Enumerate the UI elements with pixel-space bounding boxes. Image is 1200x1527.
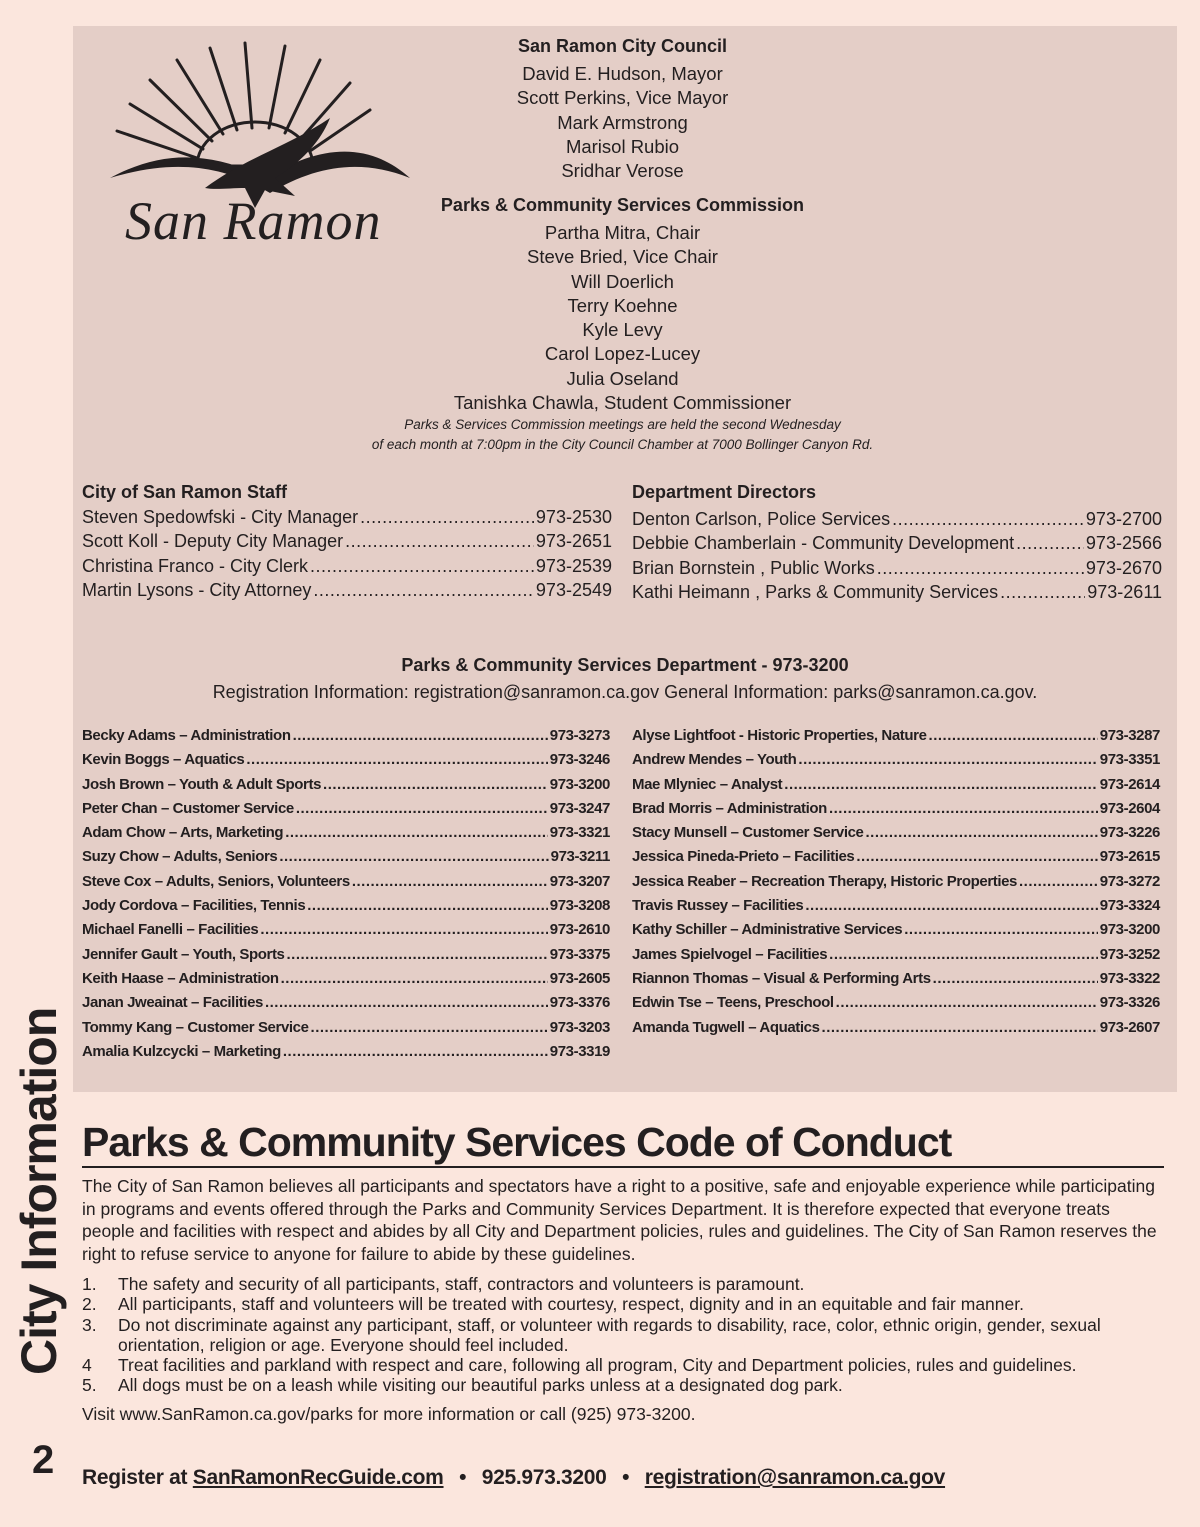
department-contact-info: Registration Information: registration@sanramon.ca.gov General Information: parks@sanramon.ca.gov.: [212, 682, 1038, 702]
code-of-conduct-intro: The City of San Ramon believes all participants and spectators have a right to a positive, safe and enjoyable experience while participating in programs and events offered through the Parks and Community Services Department. It is therefore expected that everyone treats people and facilities with respect and abides by all City and Department policies, rules and guidelines. The City of San Ramon reserves the right to refuse service to anyone for failure to abide by these guidelines.: [82, 1176, 1157, 1264]
list-item: 3. Do not discriminate against any participant, staff, or volunteer with regards to disability, race, color, ethnic origin, gender, sexual orientation, religion or age. Everyone should feel included.: [82, 1314, 1101, 1355]
roster-row: Stacy Munsell – Customer Service ..... 973-3226: [632, 821, 1160, 845]
commission-member: Terry Koehne: [567, 294, 678, 316]
roster-row: Michael Fanelli – Facilities ..... 973-2610: [82, 918, 610, 942]
director-row: Denton Carlson, Police Services ..... 973-2700: [632, 507, 1162, 531]
department-directors-list: [632, 481, 1162, 604]
city-council-block: [335, 34, 910, 183]
council-member: Marisol Rubio: [565, 135, 680, 157]
roster-row: Edwin Tse – Teens, Preschool ..... 973-3326: [632, 991, 1160, 1015]
roster-row: Kevin Boggs – Aquatics ..... 973-3246: [82, 748, 610, 772]
roster-row: Mae Mlyniec – Analyst ..... 973-2614: [632, 773, 1160, 797]
list-item: 2. All participants, staff and volunteers will be treated with courtesy, respect, dignity and in an equitable and fair manner.: [82, 1294, 1024, 1315]
commission-member: Partha Mitra, Chair: [544, 222, 701, 243]
list-item: 1. The safety and security of all participants, staff, contractors and volunteers is paramount.: [82, 1274, 805, 1294]
roster-row: Jennifer Gault – Youth, Sports ..... 973-3375: [82, 943, 610, 967]
city-staff-heading: City of San Ramon Staff: [82, 482, 288, 502]
roster-row: Alyse Lightfoot - Historic Properties, Nature ..... 973-3287: [632, 724, 1160, 748]
commission-member: Will Doerlich: [571, 270, 674, 292]
code-of-conduct-visit-line: Visit www.SanRamon.ca.gov/parks for more information or call (925) 973-3200.: [82, 1404, 696, 1424]
commission-member: Julia Oseland: [566, 367, 679, 389]
roster-row: Jessica Reaber – Recreation Therapy, Historic Properties ..... 973-3272: [632, 870, 1160, 894]
roster-row: Jody Cordova – Facilities, Tennis ..... 973-3208: [82, 894, 610, 918]
council-heading: San Ramon City Council: [517, 36, 728, 56]
staff-row: Christina Franco - City Clerk ..... 973-2539: [82, 554, 612, 578]
footer-register-line: [82, 1466, 945, 1490]
side-section-title: City Information: [11, 1007, 67, 1375]
council-member: Scott Perkins, Vice Mayor: [516, 87, 729, 109]
roster-row: Andrew Mendes – Youth ..... 973-3351: [632, 748, 1160, 772]
commission-member: Steve Bried, Vice Chair: [527, 246, 718, 268]
council-member: Sridhar Verose: [561, 160, 684, 182]
director-row: Brian Bornstein , Public Works ..... 973-2670: [632, 556, 1162, 580]
commission-member: Kyle Levy: [582, 319, 663, 341]
roster-row: Riannon Thomas – Visual & Performing Arts ..... 973-3322: [632, 967, 1160, 991]
footer-email-link[interactable]: registration@sanramon.ca.gov: [644, 1466, 946, 1489]
page-number: 2: [32, 1438, 55, 1482]
commission-block: [335, 193, 910, 415]
roster-row: Tommy Kang – Customer Service ..... 973-3203: [82, 1016, 610, 1040]
roster-row: Keith Haase – Administration ..... 973-2605: [82, 967, 610, 991]
director-row: Kathi Heimann , Parks & Community Services ..... 973-2611: [632, 580, 1162, 604]
roster-row: Adam Chow – Arts, Marketing ..... 973-3321: [82, 821, 610, 845]
roster-row: Amanda Tugwell – Aquatics ..... 973-2607: [632, 1016, 1160, 1040]
bullet-icon: •: [622, 1466, 630, 1489]
department-header: [73, 653, 1177, 707]
department-roster-left: [82, 724, 610, 1064]
directors-heading: Department Directors: [632, 482, 817, 502]
council-member: Mark Armstrong: [557, 111, 688, 133]
commission-member: Tanishka Chawla, Student Commissioner: [453, 392, 792, 414]
roster-row: Peter Chan – Customer Service ..... 973-3247: [82, 797, 610, 821]
code-of-conduct-list: [82, 1274, 1172, 1396]
footer-prefix: Register at: [82, 1466, 188, 1489]
bullet-icon: •: [459, 1466, 467, 1489]
council-member: David E. Hudson, Mayor: [522, 63, 723, 84]
roster-row: Amalia Kulzcycki – Marketing ..... 973-3319: [82, 1040, 610, 1064]
list-item: 4 Treat facilities and parkland with respect and care, following all program, City and Department policies, rules and guidelines.: [82, 1355, 1077, 1376]
staff-row: Steven Spedowfski - City Manager ..... 973-2530: [82, 505, 612, 529]
director-row: Debbie Chamberlain - Community Development ..... 973-2566: [632, 531, 1162, 555]
roster-row: Travis Russey – Facilities ..... 973-3324: [632, 894, 1160, 918]
roster-row: Kathy Schiller – Administrative Services ..... 973-3200: [632, 918, 1160, 942]
department-roster-right: [632, 724, 1160, 1040]
footer-website-link[interactable]: SanRamonRecGuide.com: [192, 1466, 444, 1489]
roster-row: Jessica Pineda-Prieto – Facilities ..... 973-2615: [632, 845, 1160, 869]
staff-row: Scott Koll - Deputy City Manager ..... 973-2651: [82, 529, 612, 553]
roster-row: Suzy Chow – Adults, Seniors ..... 973-3211: [82, 845, 610, 869]
city-staff-list: [82, 481, 612, 602]
roster-row: James Spielvogel – Facilities ..... 973-3252: [632, 943, 1160, 967]
roster-row: Becky Adams – Administration ..... 973-3273: [82, 724, 610, 748]
staff-row: Martin Lysons - City Attorney ..... 973-2549: [82, 578, 612, 602]
roster-row: Josh Brown – Youth & Adult Sports ..... 973-3200: [82, 773, 610, 797]
footer-phone: 925.973.3200: [481, 1466, 607, 1489]
commission-member: Carol Lopez-Lucey: [544, 343, 701, 365]
logo-wordmark: San Ramon: [125, 191, 382, 251]
department-title: Parks & Community Services Department - 973-3200: [401, 655, 849, 675]
list-item: 5. All dogs must be on a leash while visiting our beautiful parks unless at a designated dog park.: [82, 1375, 843, 1396]
commission-meeting-note: Parks & Services Commission meetings are held the second Wednesday of each month at 7:00pm in the City Council Chamber at 7000 Bollinger Canyon Rd.: [371, 417, 874, 452]
commission-heading: Parks & Community Services Commission: [440, 195, 805, 215]
roster-row: Brad Morris – Administration ..... 973-2604: [632, 797, 1160, 821]
roster-row: Janan Jweainat – Facilities ..... 973-3376: [82, 991, 610, 1015]
code-of-conduct-title: Parks & Community Services Code of Conduct: [82, 1118, 1164, 1168]
roster-row: Steve Cox – Adults, Seniors, Volunteers ..... 973-3207: [82, 870, 610, 894]
